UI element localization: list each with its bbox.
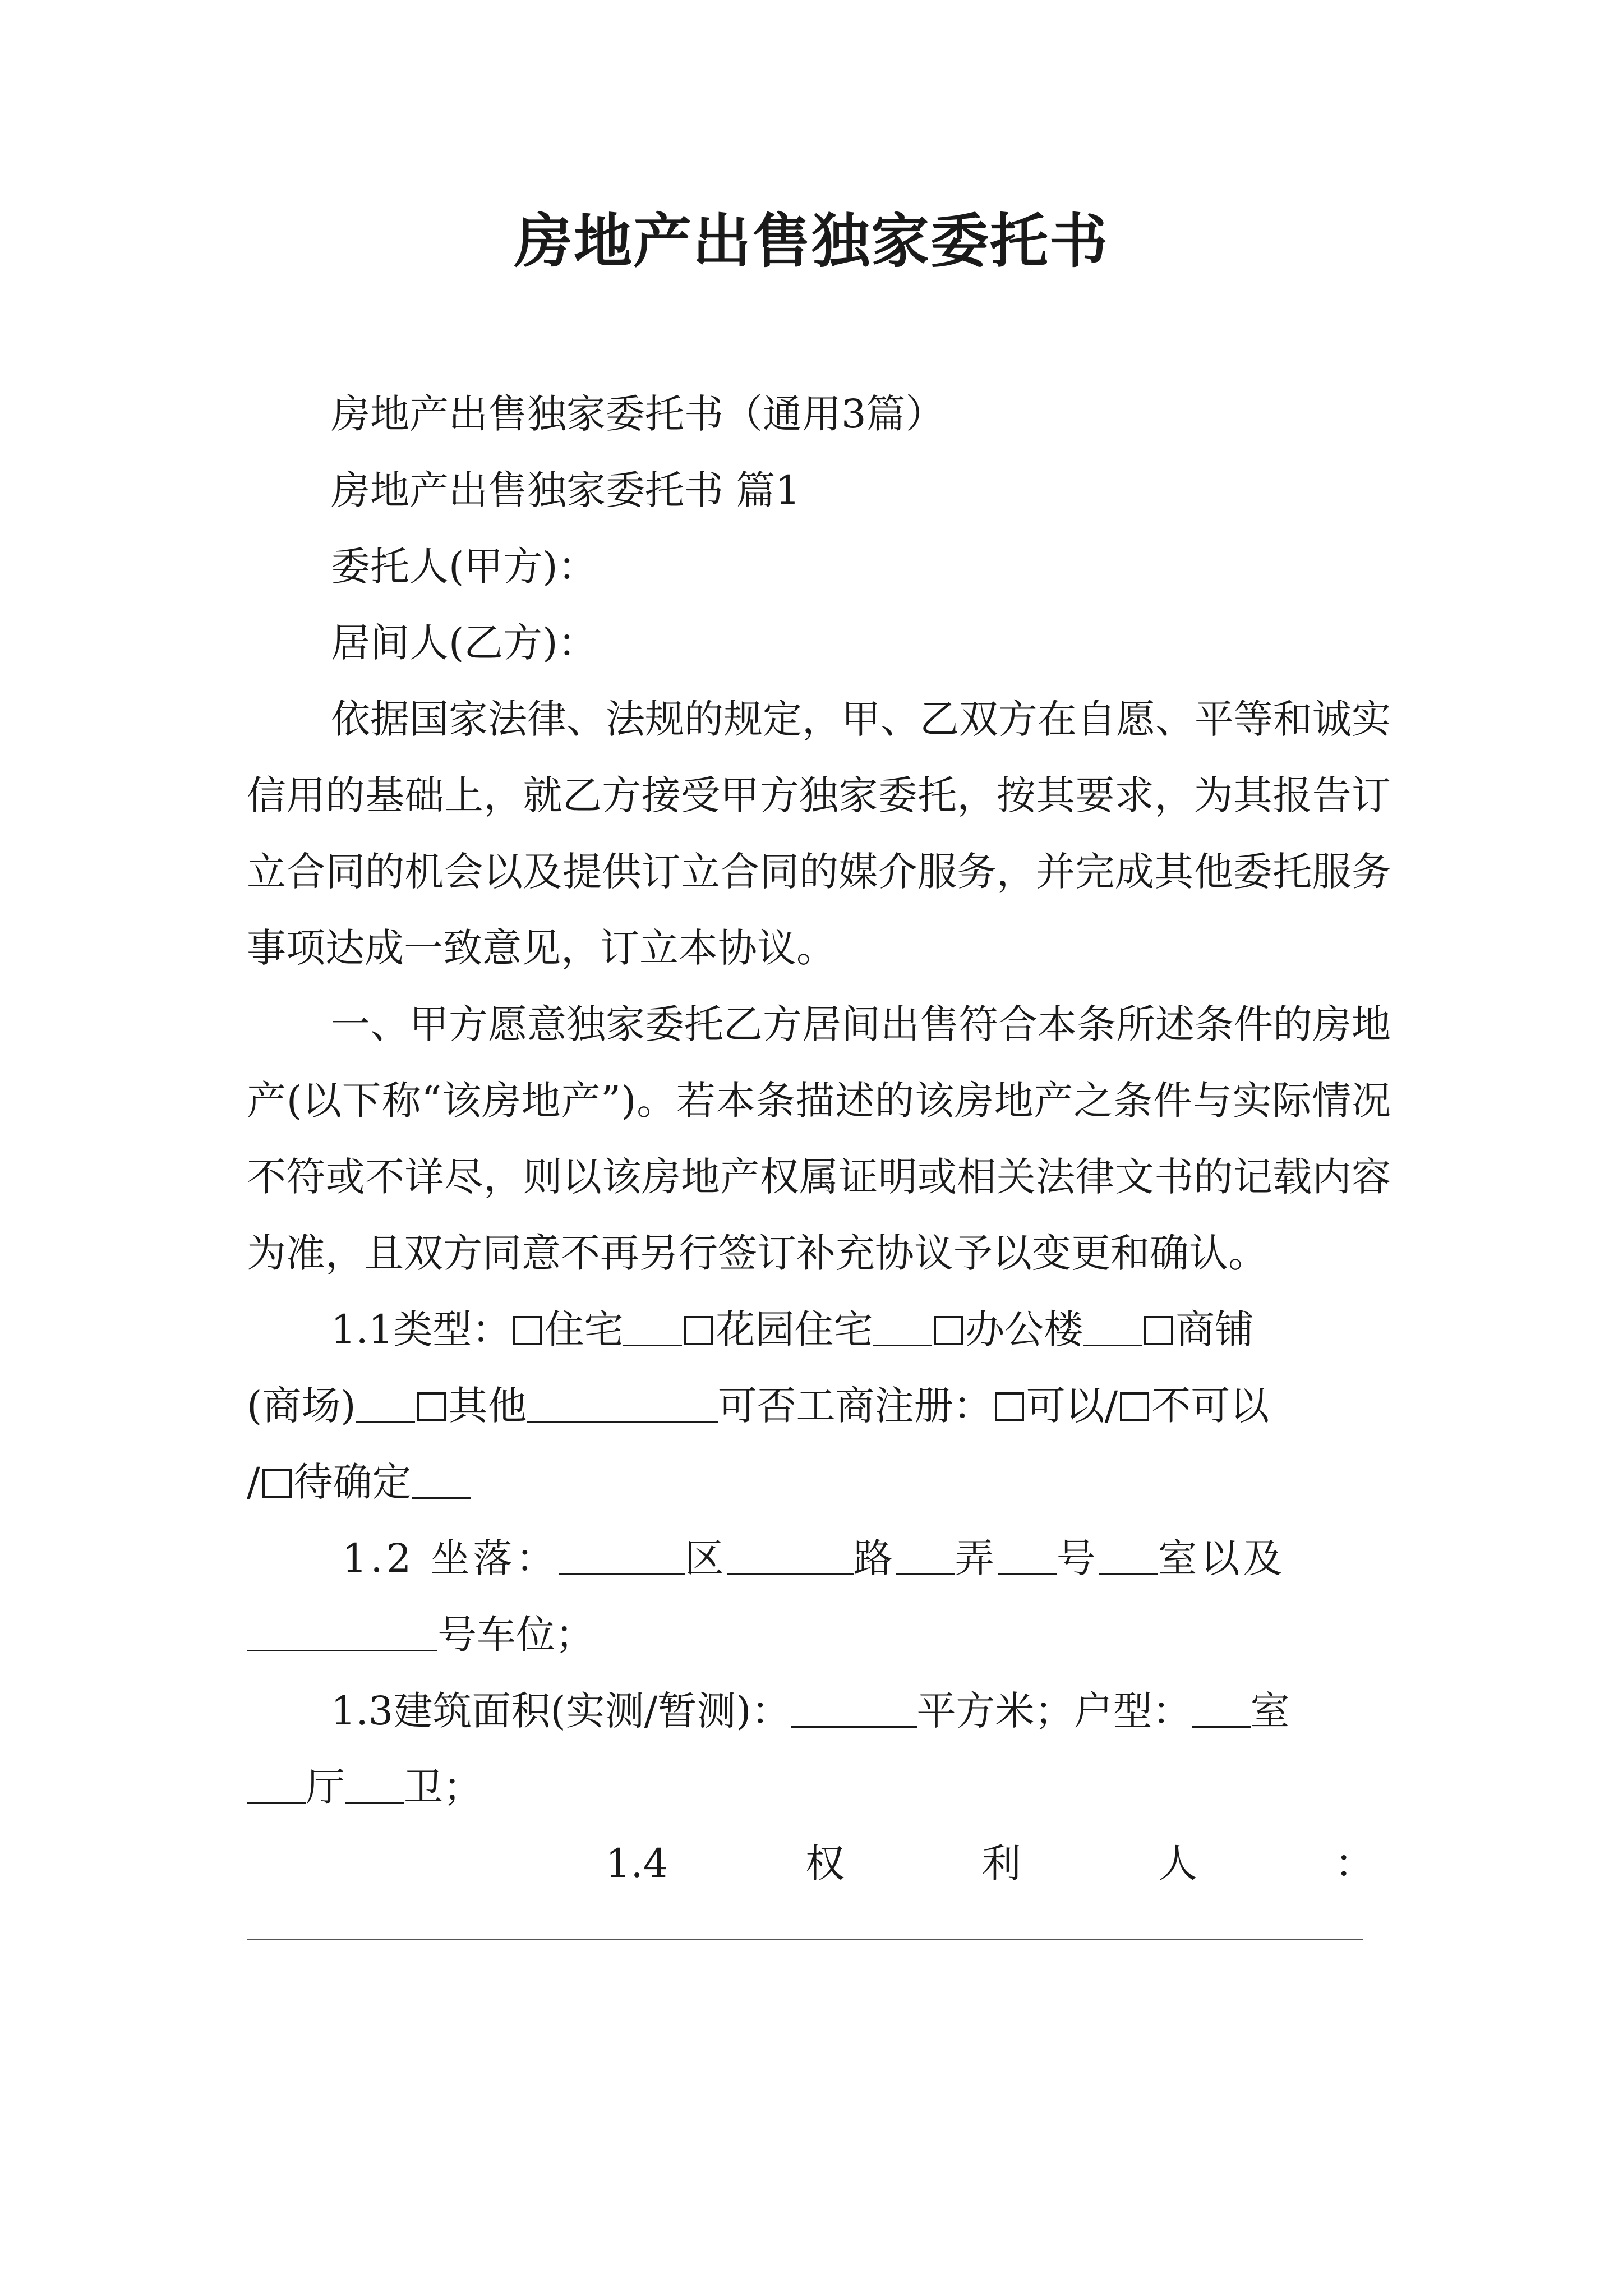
blank-field[interactable] [623, 1305, 682, 1346]
registration-no: 不可以 [1151, 1383, 1270, 1429]
clause-1-2-line-2 [247, 1596, 1391, 1673]
checkbox-registration-tbd[interactable] [262, 1469, 292, 1498]
halls-field[interactable] [247, 1763, 306, 1804]
option-shop: 商铺 [1175, 1306, 1255, 1352]
blank-field[interactable] [412, 1458, 471, 1499]
district-field[interactable] [559, 1534, 685, 1575]
rooms-field[interactable] [1192, 1687, 1251, 1728]
checkbox-office[interactable] [934, 1316, 963, 1345]
area-field[interactable] [791, 1687, 917, 1728]
baths-field[interactable] [345, 1763, 404, 1804]
blank-field[interactable] [1083, 1305, 1142, 1346]
underline [247, 1939, 1363, 1940]
registration-yes: 可以/ [1026, 1383, 1118, 1429]
blank-field[interactable] [873, 1305, 932, 1346]
intermediary-line: 居间人(乙方)： [331, 620, 597, 666]
option-garden-residential: 花园住宅 [716, 1306, 873, 1352]
clause-1-1-line-3 [247, 1444, 1391, 1520]
option-mall: (商场) [247, 1383, 356, 1429]
preamble-paragraph: 依据国家法律、法规的规定，甲、乙双方在自愿、平等和诚实信用的基础上，就乙方接受甲方独家委托，按其要求，为其报告订立合同的机会以及提供订立合同的媒介服务，并完成其他委托服务事项达成一致意见，订立本协议。 [247, 696, 1391, 971]
area-unit: 平方米；户型： [916, 1688, 1192, 1734]
parking-field[interactable] [247, 1611, 437, 1651]
clause-1-1-label: 1.1类型： [331, 1306, 511, 1352]
clause-1-1-line-1 [247, 1291, 1391, 1368]
clause-1-paragraph: 一、甲方愿意独家委托乙方居间出售符合本条所述条件的房地产(以下称“该房地产”)。若本条描述的该房地产之条件与实际情况不符或不详尽，则以该房地产权属证明或相关法律文书的记载内容为准，且双方同意不再另行签订补充协议予以变更和确认。 [247, 1001, 1391, 1276]
principal-line: 委托人(甲方)： [331, 544, 597, 590]
right-holder-field[interactable] [247, 1902, 1391, 1978]
clause-1-2-label: 1.2 坐落： [342, 1535, 559, 1581]
clause-1-1 [247, 1291, 1391, 1520]
checkbox-other[interactable] [417, 1392, 446, 1421]
clause-1-4-char-3: 人 [1158, 1841, 1198, 1887]
option-other: 其他 [448, 1383, 527, 1429]
lane-field[interactable] [896, 1534, 955, 1575]
parking-label: 号车位； [437, 1612, 594, 1658]
blank-field[interactable] [527, 1382, 718, 1423]
option-residential: 住宅 [545, 1306, 624, 1352]
clause-1-4-line [247, 1825, 1391, 1902]
clause-1-4-colon: ： [1334, 1841, 1374, 1887]
district-label: 区 [684, 1535, 727, 1581]
halls-label: 厅 [306, 1764, 345, 1810]
room-field[interactable] [1099, 1534, 1158, 1575]
number-label: 号 [1056, 1535, 1099, 1581]
baths-label: 卫； [404, 1764, 482, 1810]
checkbox-residential[interactable] [513, 1316, 542, 1345]
number-field[interactable] [998, 1534, 1057, 1575]
clause-1-4-number: 1.4 [606, 1841, 668, 1887]
rooms-label: 室 [1250, 1688, 1290, 1734]
clause-1-4-char-1: 权 [805, 1841, 845, 1887]
checkbox-registration-no[interactable] [1120, 1392, 1149, 1421]
registration-tbd: 待确定 [293, 1459, 412, 1505]
checkbox-shop[interactable] [1144, 1316, 1173, 1345]
clause-1-2 [247, 1520, 1391, 1673]
registration-label: 可否工商注册： [717, 1383, 993, 1429]
room-label: 室以及 [1158, 1535, 1286, 1581]
checkbox-registration-yes[interactable] [995, 1392, 1024, 1421]
clause-1-3-label: 1.3建筑面积(实测/暂测)： [331, 1688, 791, 1734]
heading-part-1: 房地产出售独家委托书 篇1 [331, 467, 800, 513]
clause-1-4-char-2: 利 [981, 1841, 1021, 1887]
lane-label: 弄 [955, 1535, 998, 1581]
clause-1-2-line-1 [247, 1520, 1391, 1596]
heading-general: 房地产出售独家委托书（通用3篇） [331, 391, 945, 437]
clause-1-3-line-2 [247, 1749, 1391, 1825]
registration-slash: / [247, 1459, 260, 1505]
option-office: 办公楼 [965, 1306, 1083, 1352]
document-body [247, 376, 1391, 1978]
clause-1-4 [247, 1825, 1391, 1978]
clause-1-3-line-1 [247, 1673, 1391, 1749]
document-title: 房地产出售独家委托书 [514, 206, 1109, 275]
clause-1-1-line-2 [247, 1368, 1391, 1444]
checkbox-garden-residential[interactable] [684, 1316, 713, 1345]
road-label: 路 [853, 1535, 896, 1581]
blank-field[interactable] [356, 1382, 415, 1423]
road-field[interactable] [727, 1534, 854, 1575]
clause-1-3 [247, 1673, 1391, 1825]
